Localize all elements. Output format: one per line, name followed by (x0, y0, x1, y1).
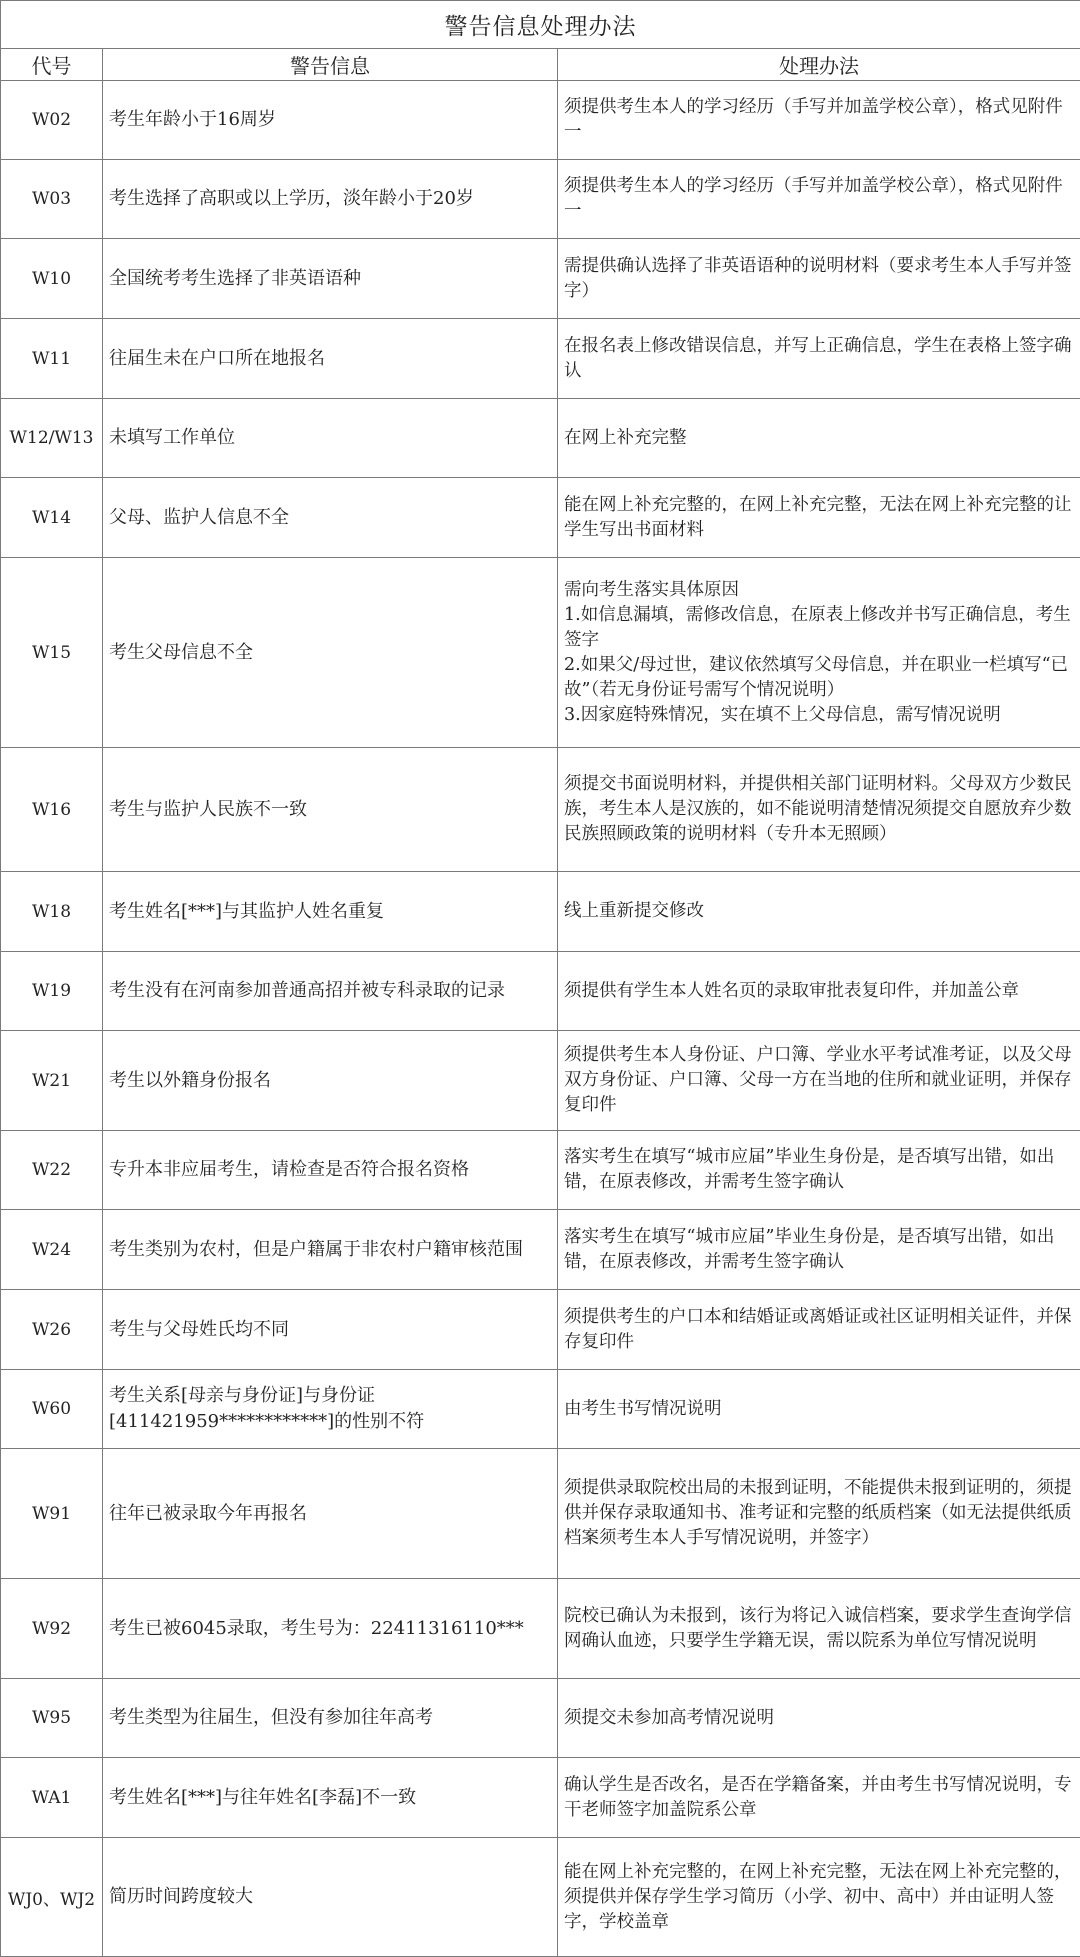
table-title: 警告信息处理办法 (1, 1, 1080, 49)
warning-code: W12/W13 (1, 399, 103, 478)
method-line: 须提交未参加高考情况说明 (564, 1706, 1074, 1731)
warning-code: W11 (1, 319, 103, 399)
handling-method (558, 399, 1080, 478)
handling-method (558, 1679, 1080, 1758)
method-line: 在网上补充完整 (564, 426, 1074, 451)
method-line: 由考生书写情况说明 (564, 1397, 1074, 1422)
table-row (1, 319, 1080, 399)
warning-info: 考生父母信息不全 (103, 558, 558, 748)
handling-method (558, 160, 1080, 239)
warning-info: 父母、监护人信息不全 (103, 478, 558, 558)
warning-info: 考生年龄小于16周岁 (103, 81, 558, 160)
handling-method (558, 1210, 1080, 1290)
handling-method (558, 1131, 1080, 1210)
warning-info: 考生姓名[***]与往年姓名[李磊]不一致 (103, 1758, 558, 1838)
warning-code: W10 (1, 239, 103, 319)
warning-code: W15 (1, 558, 103, 748)
table-row (1, 1579, 1080, 1679)
handling-method (558, 81, 1080, 160)
method-line: 须提交书面说明材料，并提供相关部门证明材料。父母双方少数民族，考生本人是汉族的，如不能说明清楚情况须提交自愿放弃少数民族照顾政策的说明材料（专升本无照顾） (564, 772, 1074, 847)
warning-info: 考生以外籍身份报名 (103, 1031, 558, 1131)
warning-code: W14 (1, 478, 103, 558)
warning-info: 考生与监护人民族不一致 (103, 748, 558, 872)
warning-info: 往届生未在户口所在地报名 (103, 319, 558, 399)
method-line: 1.如信息漏填，需修改信息，在原表上修改并书写正确信息，考生签字 (564, 603, 1074, 653)
handling-method (558, 478, 1080, 558)
table-row (1, 1031, 1080, 1131)
header-info: 警告信息 (103, 49, 558, 81)
warning-info: 考生选择了高职或以上学历，淡年龄小于20岁 (103, 160, 558, 239)
table-row (1, 160, 1080, 239)
warning-code: W16 (1, 748, 103, 872)
warning-code: W26 (1, 1290, 103, 1370)
table-row (1, 1290, 1080, 1370)
warning-code: W02 (1, 81, 103, 160)
method-line: 须提供考生本人的学习经历（手写并加盖学校公章），格式见附件一 (564, 174, 1074, 224)
method-line: 须提供有学生本人姓名页的录取审批表复印件，并加盖公章 (564, 979, 1074, 1004)
handling-method (558, 952, 1080, 1031)
warning-info: 未填写工作单位 (103, 399, 558, 478)
header-code: 代号 (1, 49, 103, 81)
warning-code: WJ0、WJ2 (1, 1838, 103, 1957)
warning-code: W03 (1, 160, 103, 239)
method-line: 线上重新提交修改 (564, 899, 1074, 924)
warning-code: W22 (1, 1131, 103, 1210)
handling-method (558, 1449, 1080, 1579)
warning-info: 专升本非应届考生，请检查是否符合报名资格 (103, 1131, 558, 1210)
method-line: 确认学生是否改名，是否在学籍备案，并由考生书写情况说明，专干老师签字加盖院系公章 (564, 1773, 1074, 1823)
warning-code: W19 (1, 952, 103, 1031)
method-line: 需提供确认选择了非英语语种的说明材料（要求考生本人手写并签字） (564, 254, 1074, 304)
warning-info: 考生关系[母亲与身份证]与身份证[411421959************]的性别不符 (103, 1370, 558, 1449)
header-method: 处理办法 (558, 49, 1080, 81)
table-row (1, 399, 1080, 478)
warning-info: 考生姓名[***]与其监护人姓名重复 (103, 872, 558, 952)
warning-code: W21 (1, 1031, 103, 1131)
method-line: 3.因家庭特殊情况，实在填不上父母信息，需写情况说明 (564, 703, 1074, 728)
table-row (1, 1758, 1080, 1838)
warning-code: W91 (1, 1449, 103, 1579)
handling-method (558, 1579, 1080, 1679)
handling-method (558, 1370, 1080, 1449)
method-line: 能在网上补充完整的，在网上补充完整，无法在网上补充完整的，须提供并保存学生学习简历（小学、初中、高中）并由证明人签字，学校盖章 (564, 1860, 1074, 1935)
method-line: 能在网上补充完整的，在网上补充完整，无法在网上补充完整的让学生写出书面材料 (564, 493, 1074, 543)
warning-info: 考生已被6045录取，考生号为：22411316110*** (103, 1579, 558, 1679)
method-line: 须提供录取院校出局的未报到证明，不能提供未报到证明的，须提供并保存录取通知书、准考证和完整的纸质档案（如无法提供纸质档案须考生本人手写情况说明，并签字） (564, 1476, 1074, 1551)
title-row (1, 1, 1080, 49)
warning-info: 考生没有在河南参加普通高招并被专科录取的记录 (103, 952, 558, 1031)
table-row (1, 872, 1080, 952)
warning-code: W18 (1, 872, 103, 952)
table-row (1, 1131, 1080, 1210)
method-line: 须提供考生的户口本和结婚证或离婚证或社区证明相关证件，并保存复印件 (564, 1305, 1074, 1355)
warning-code: W95 (1, 1679, 103, 1758)
handling-method (558, 1031, 1080, 1131)
table-row (1, 952, 1080, 1031)
method-line: 在报名表上修改错误信息，并写上正确信息，学生在表格上签字确认 (564, 334, 1074, 384)
warning-code: W60 (1, 1370, 103, 1449)
table-row (1, 558, 1080, 748)
warning-info: 考生类型为往届生，但没有参加往年高考 (103, 1679, 558, 1758)
warning-info: 全国统考考生选择了非英语语种 (103, 239, 558, 319)
warning-code: W92 (1, 1579, 103, 1679)
handling-method (558, 1758, 1080, 1838)
table-row (1, 1679, 1080, 1758)
header-row (1, 49, 1080, 81)
table-row (1, 478, 1080, 558)
table-row (1, 239, 1080, 319)
warning-info: 考生与父母姓氏均不同 (103, 1290, 558, 1370)
table-row (1, 81, 1080, 160)
table-row (1, 1370, 1080, 1449)
table-body (1, 81, 1080, 1957)
handling-method (558, 239, 1080, 319)
method-line: 落实考生在填写“城市应届”毕业生身份是，是否填写出错，如出错，在原表修改，并需考生签字确认 (564, 1225, 1074, 1275)
table-row (1, 1449, 1080, 1579)
method-line: 须提供考生本人身份证、户口簿、学业水平考试准考证，以及父母双方身份证、户口簿、父母一方在当地的住所和就业证明，并保存复印件 (564, 1043, 1074, 1118)
warning-info: 考生类别为农村，但是户籍属于非农村户籍审核范围 (103, 1210, 558, 1290)
method-line: 须提供考生本人的学习经历（手写并加盖学校公章），格式见附件一 (564, 95, 1074, 145)
handling-method (558, 1290, 1080, 1370)
method-line: 需向考生落实具体原因 (564, 578, 1074, 603)
handling-method (558, 872, 1080, 952)
table-row (1, 748, 1080, 872)
method-line: 院校已确认为未报到，该行为将记入诚信档案，要求学生查询学信网确认血迹，只要学生学籍无误，需以院系为单位写情况说明 (564, 1604, 1074, 1654)
handling-method (558, 558, 1080, 748)
handling-method (558, 1838, 1080, 1957)
warning-info: 简历时间跨度较大 (103, 1838, 558, 1957)
handling-method (558, 319, 1080, 399)
warning-code: WA1 (1, 1758, 103, 1838)
warning-code: W24 (1, 1210, 103, 1290)
handling-method (558, 748, 1080, 872)
table-row (1, 1210, 1080, 1290)
method-line: 落实考生在填写“城市应届”毕业生身份是，是否填写出错，如出错，在原表修改，并需考生签字确认 (564, 1145, 1074, 1195)
table-row (1, 1838, 1080, 1957)
method-line: 2.如果父/母过世，建议依然填写父母信息，并在职业一栏填写“已故”（若无身份证号需写个情况说明） (564, 653, 1074, 703)
warning-info: 往年已被录取今年再报名 (103, 1449, 558, 1579)
